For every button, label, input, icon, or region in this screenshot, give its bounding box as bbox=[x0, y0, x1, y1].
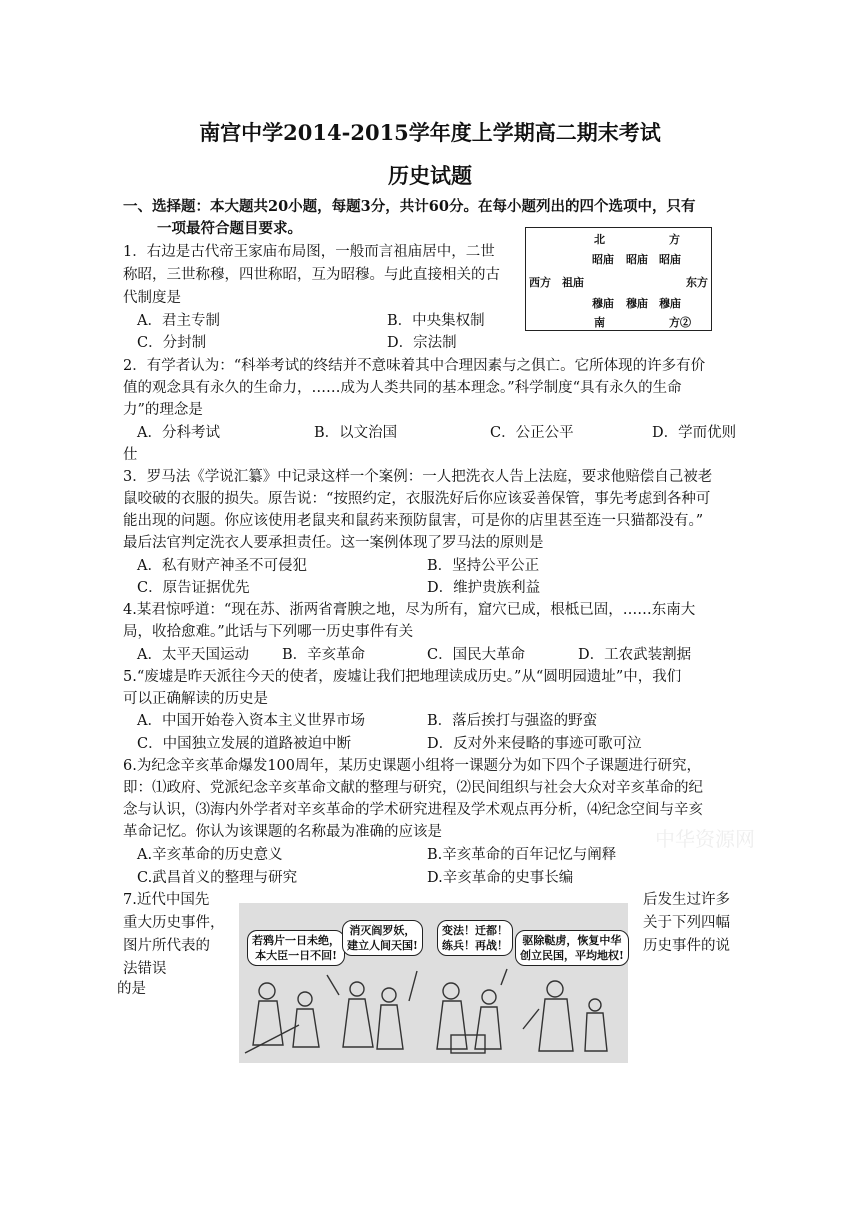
diagram-south-fang: 方② bbox=[669, 316, 691, 329]
q1-stem: 1．右边是古代帝王家庙布局图，一般而言祖庙居中，二世 bbox=[123, 244, 495, 260]
q5-option-a: A．中国开始卷入资本主义世界市场 bbox=[137, 713, 365, 729]
diagram-zhao-temple: 昭庙 bbox=[592, 253, 614, 266]
q2-option-b: B．以文治国 bbox=[314, 425, 398, 441]
diagram-zhao-temple: 昭庙 bbox=[659, 253, 681, 266]
q2-stem: 力”的理念是 bbox=[123, 402, 203, 418]
diagram-south: 南 bbox=[594, 316, 605, 329]
speech-bubble-3 bbox=[437, 920, 513, 956]
q4-stem: 4.某君惊呼道：“现在苏、浙两省膏腴之地，尽为所有，窟穴已成，根柢已固，……东南大 bbox=[123, 602, 696, 618]
q7-stem: 图片所代表的 bbox=[123, 938, 210, 954]
q7-stem: 7.近代中国先 bbox=[123, 892, 210, 908]
speech-bubble-text: 建立人间天国! bbox=[347, 939, 418, 952]
q6-stem: 革命记忆。你认为该课题的名称最为准确的应该是 bbox=[123, 824, 442, 840]
diagram-north-fang: 方 bbox=[669, 233, 680, 246]
q6-option-d: D.辛亥革命的史事长编 bbox=[427, 870, 574, 886]
q4-option-a: A．太平天国运动 bbox=[137, 647, 249, 663]
q7-stem: 的是 bbox=[117, 981, 146, 997]
q2-option-a: A．分科考试 bbox=[137, 425, 220, 441]
diagram-zhao-temple: 昭庙 bbox=[626, 253, 648, 266]
speech-bubble-text: 练兵！再战！ bbox=[442, 939, 508, 952]
page-title: 南宫中学2014-2015学年度上学期高二期末考试 bbox=[199, 120, 661, 145]
q2-option-d: D．学而优则 bbox=[652, 425, 737, 441]
q6-option-b: B.辛亥革命的百年记忆与阐释 bbox=[427, 847, 617, 863]
q1-option-a: A．君主专制 bbox=[137, 313, 220, 329]
q4-option-d: D．工农武装割据 bbox=[578, 647, 692, 663]
speech-bubble-text: 创立民国，平均地权! bbox=[520, 949, 624, 962]
speech-bubble-text: 变法！迁都！ bbox=[442, 924, 508, 937]
cartoon-figures-illustration bbox=[239, 965, 628, 1063]
q2-option-d-cont: 仕 bbox=[123, 447, 138, 463]
q3-option-c: C．原告证据优先 bbox=[137, 580, 250, 596]
speech-bubble-4 bbox=[515, 930, 629, 966]
diagram-mu-temple: 穆庙 bbox=[592, 297, 614, 310]
q7-stem-right: 关于下列四幅 bbox=[643, 915, 730, 931]
history-cartoon-image bbox=[239, 903, 628, 1063]
diagram-east: 东方 bbox=[686, 276, 708, 289]
page-subtitle: 历史试题 bbox=[388, 163, 472, 188]
speech-bubble-text: 驱除鞑虏，恢复中华 bbox=[522, 934, 622, 947]
q5-stem: 可以正确解读的历史是 bbox=[123, 691, 268, 707]
watermark: 中华资源网 bbox=[655, 827, 755, 851]
q2-stem: 2．有学者认为：“科举考试的终结并不意味着其中合理因素与之俱亡。它所体现的许多有价 bbox=[123, 358, 706, 374]
q1-option-c: C．分封制 bbox=[137, 335, 207, 351]
q6-option-c: C.武昌首义的整理与研究 bbox=[137, 870, 298, 886]
q1-stem: 称昭，三世称穆，四世称昭，互为昭穆。与此直接相关的古 bbox=[123, 267, 500, 283]
q3-stem: 鼠咬破的衣服的损失。原告说：“按照约定，衣服洗好后你应该妥善保管，事先考虑到各种可 bbox=[123, 491, 711, 507]
diagram-mu-temple: 穆庙 bbox=[626, 297, 648, 310]
q7-stem-right: 后发生过许多 bbox=[643, 892, 730, 908]
q1-stem: 代制度是 bbox=[123, 290, 181, 306]
q6-stem: 即：⑴政府、党派纪念辛亥革命文献的整理与研究，⑵民间组织与社会大众对辛亥革命的纪 bbox=[123, 780, 703, 796]
q4-stem: 局，收拾愈难。”此话与下列哪一历史事件有关 bbox=[123, 624, 414, 640]
diagram-mu-temple: 穆庙 bbox=[659, 297, 681, 310]
q5-stem: 5.“废墟是昨天派往今天的使者，废墟让我们把地理读成历史。”从“圆明园遗址”中，我们 bbox=[123, 669, 682, 685]
speech-bubble-text: 消灭阎罗妖， bbox=[349, 924, 416, 937]
diagram-west: 西方 bbox=[529, 276, 551, 289]
speech-bubble-1 bbox=[247, 930, 345, 966]
q3-option-d: D．维护贵族利益 bbox=[427, 580, 541, 596]
q5-option-d: D．反对外来侵略的事迹可歌可泣 bbox=[427, 736, 642, 752]
q3-stem: 3．罗马法《学说汇纂》中记录这样一个案例：一人把洗衣人告上法庭，要求他赔偿自己被老 bbox=[123, 469, 713, 485]
q6-stem: 6.为纪念辛亥革命爆发100周年，某历史课题小组将一课题分为如下四个子课题进行研究， bbox=[123, 758, 702, 774]
q3-option-b: B．坚持公平公正 bbox=[427, 558, 540, 574]
q5-option-c: C．中国独立发展的道路被迫中断 bbox=[137, 736, 352, 752]
q1-option-d: D．宗法制 bbox=[387, 335, 457, 351]
speech-bubble-text: 本大臣一日不回! bbox=[255, 949, 337, 962]
q2-stem: 值的观念具有永久的生命力，……成为人类共同的基本理念。”科学制度“具有永久的生命 bbox=[123, 380, 682, 396]
temple-layout-diagram bbox=[525, 227, 712, 331]
q6-stem: 念与认识，⑶海内外学者对辛亥革命的学术研究进程及学术观点再分析，⑷纪念空间与辛亥 bbox=[123, 802, 703, 818]
diagram-north: 北 bbox=[594, 233, 605, 246]
section-instruction-cont: 一项最符合题目要求。 bbox=[157, 220, 302, 237]
q4-option-c: C．国民大革命 bbox=[427, 647, 526, 663]
q3-stem: 能出现的问题。你应该使用老鼠夹和鼠药来预防鼠害，可是你的店里甚至连一只猫都没有。” bbox=[123, 513, 704, 529]
q7-stem: 法错误 bbox=[123, 961, 167, 977]
q6-option-a: A.辛亥革命的历史意义 bbox=[137, 847, 283, 863]
q5-option-b: B．落后挨打与强盗的野蛮 bbox=[427, 713, 598, 729]
q4-option-b: B．辛亥革命 bbox=[282, 647, 366, 663]
speech-bubble-text: 若鸦片一日未绝， bbox=[252, 934, 340, 947]
q7-stem: 重大历史事件， bbox=[123, 915, 225, 931]
q3-stem: 最后法官判定洗衣人要承担责任。这一案例体现了罗马法的原则是 bbox=[123, 535, 544, 551]
q1-option-b: B．中央集权制 bbox=[387, 313, 485, 329]
q7-stem-right: 历史事件的说 bbox=[643, 938, 730, 954]
q2-option-c: C．公正公平 bbox=[490, 425, 574, 441]
diagram-ancestral-temple: 祖庙 bbox=[562, 276, 584, 289]
section-instruction: 一、选择题：本大题共20小题，每题3分，共计60分。在每小题列出的四个选项中，只有 bbox=[123, 198, 696, 215]
q3-option-a: A．私有财产神圣不可侵犯 bbox=[137, 558, 307, 574]
speech-bubble-2 bbox=[342, 920, 423, 956]
